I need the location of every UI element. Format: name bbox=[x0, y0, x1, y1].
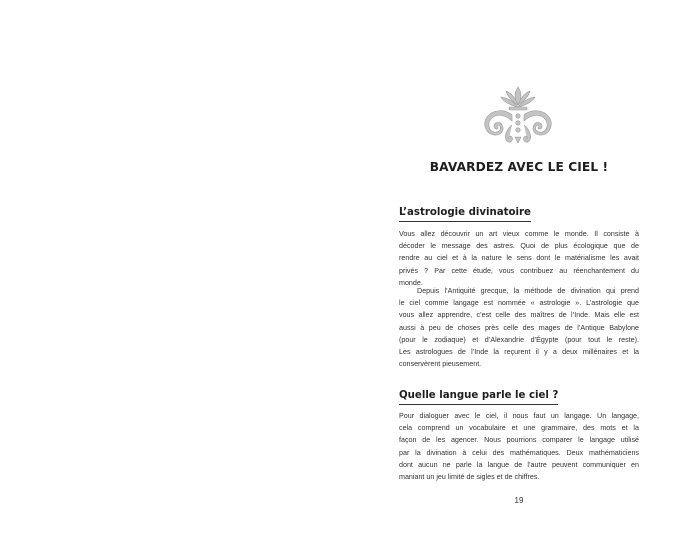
text-line: privés ? Par cette étude, vous contribuez au réenchantement du bbox=[399, 266, 639, 275]
section-heading-text: Quelle langue parle le ciel ? bbox=[399, 390, 559, 401]
text-line: Les astrologues de l’Inde la reçurent il y a deux millénaires et la bbox=[399, 347, 639, 356]
text-line: le ciel comme langage est nommée « astrologie ». L’astrologie que bbox=[399, 299, 639, 308]
text-line: vous allez apprendre, c’est celle des maîtres de l’Inde. Mais elle est bbox=[399, 311, 639, 320]
text-line: monde. bbox=[399, 278, 423, 287]
paragraph bbox=[399, 285, 639, 370]
text-line: aussi à peu de choses près celle des mages de l’Antique Babylone bbox=[399, 323, 639, 332]
chapter-title: BAVARDEZ AVEC LE CIEL ! bbox=[429, 160, 609, 174]
paragraph bbox=[399, 410, 639, 483]
lotus-scroll-ornament-icon bbox=[479, 85, 557, 147]
section-heading-text: L’astrologie divinatoire bbox=[399, 207, 531, 218]
text-line: maniant un jeu limité de sigles et de chiffres. bbox=[399, 472, 540, 481]
paragraph bbox=[399, 228, 639, 289]
text-line: Vous allez découvrir un art vieux comme le monde. Il consiste à bbox=[399, 230, 639, 238]
text-line: conservèrent pieusement. bbox=[399, 360, 482, 369]
text-line: rendre au ciel et à la nature le sens dont le matérialisme les avait bbox=[399, 254, 639, 263]
text-line: Pour dialoguer avec le ciel, il nous faut un langage. Un langage, bbox=[399, 412, 639, 420]
text-line: façon de les agencer. Nous pourrions comparer le langage utilisé bbox=[399, 436, 639, 445]
book-page bbox=[399, 0, 639, 538]
section-heading bbox=[399, 207, 531, 222]
text-line: cela comprend un vocabulaire et une grammaire, des mots et la bbox=[399, 424, 639, 433]
text-line: par la divination à celui des mathématiques. Deux mathématiciens bbox=[399, 448, 639, 457]
text-line: Depuis l’Antiquité grecque, la méthode de divination qui prend bbox=[417, 287, 639, 295]
heading-underline bbox=[399, 221, 531, 222]
page-number: 19 bbox=[514, 496, 524, 505]
section-heading bbox=[399, 390, 558, 405]
text-line: dont aucun ne parle la langue de l’autre peuvent communiquer en bbox=[399, 460, 639, 469]
text-line: (pour le zodiaque) et d’Alexandrie d’Égypte (pour tout le reste). bbox=[399, 335, 639, 344]
heading-underline bbox=[399, 404, 558, 405]
text-line: décoder le message des astres. Quoi de plus écologique que de bbox=[399, 242, 639, 251]
